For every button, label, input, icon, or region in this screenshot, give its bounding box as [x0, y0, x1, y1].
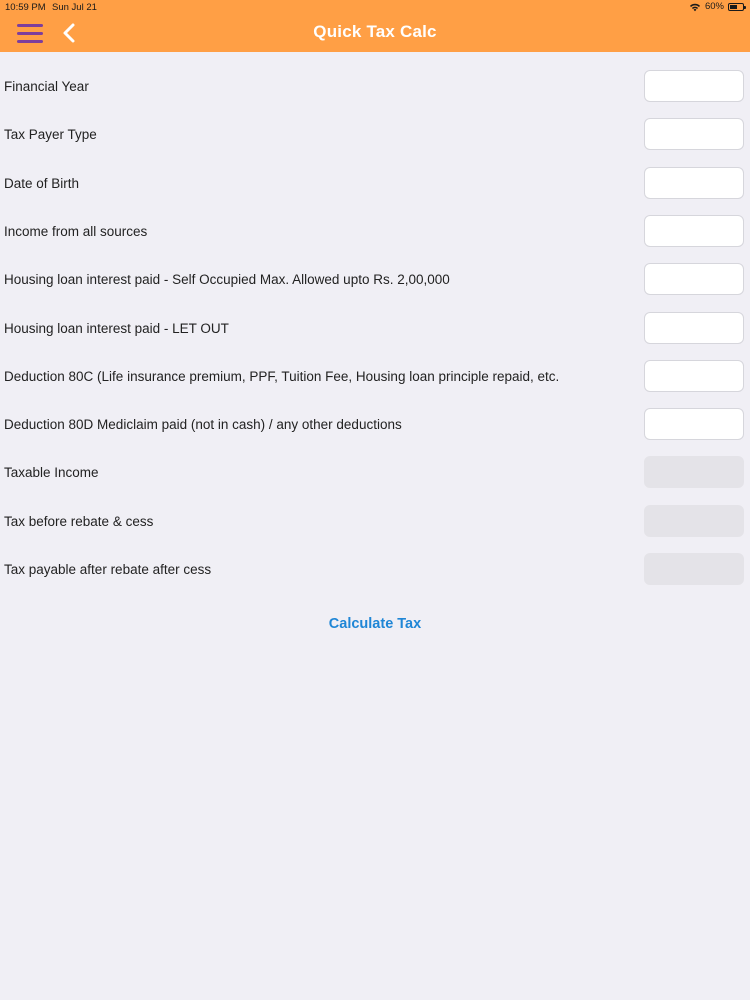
deduction-80d-input[interactable]	[644, 408, 744, 440]
label-tax-payer-type: Tax Payer Type	[4, 127, 97, 142]
label-deduction-80c: Deduction 80C (Life insurance premium, PPF, Tuition Fee, Housing loan principle repaid, etc.	[4, 369, 560, 384]
top-bar	[0, 0, 750, 52]
housing-let-out-input[interactable]	[644, 312, 744, 344]
date-of-birth-input[interactable]	[644, 167, 744, 199]
form-row-date-of-birth	[0, 167, 750, 203]
label-housing-let-out: Housing loan interest paid - LET OUT	[4, 321, 229, 336]
tax-payer-type-input[interactable]	[644, 118, 744, 150]
battery-fill	[730, 5, 737, 9]
label-tax-payable: Tax payable after rebate after cess	[4, 562, 212, 577]
status-date: Sun Jul 21	[52, 2, 97, 13]
label-tax-before-rebate: Tax before rebate & cess	[4, 514, 154, 529]
wifi-icon	[689, 2, 701, 12]
label-deduction-80d: Deduction 80D Mediclaim paid (not in cash) / any other deductions	[4, 417, 402, 432]
status-time: 10:59 PM	[5, 2, 46, 13]
label-taxable-income: Taxable Income	[4, 465, 99, 480]
form-row-deduction-80c	[0, 360, 750, 396]
battery-icon	[728, 3, 744, 11]
form-row-income	[0, 215, 750, 251]
taxable-income-output	[644, 456, 744, 488]
nav-bar	[0, 14, 750, 52]
calculate-tax-button[interactable]: Calculate Tax	[0, 616, 750, 632]
label-income: Income from all sources	[4, 224, 148, 239]
label-financial-year: Financial Year	[4, 79, 89, 94]
form-row-tax-payer-type	[0, 118, 750, 154]
form-row-housing-self-occupied	[0, 263, 750, 299]
label-housing-self-occupied: Housing loan interest paid - Self Occupied Max. Allowed upto Rs. 2,00,000	[4, 272, 450, 287]
label-date-of-birth: Date of Birth	[4, 176, 80, 191]
housing-self-occupied-input[interactable]	[644, 263, 744, 295]
form-row-financial-year	[0, 70, 750, 106]
deduction-80c-input[interactable]	[644, 360, 744, 392]
form-row-deduction-80d	[0, 408, 750, 444]
tax-payable-output	[644, 553, 744, 585]
tax-before-rebate-output	[644, 505, 744, 537]
battery-percent: 60%	[704, 1, 724, 12]
form-row-tax-payable	[0, 553, 750, 589]
financial-year-input[interactable]	[644, 70, 744, 102]
form-row-tax-before-rebate	[0, 505, 750, 541]
status-right	[689, 1, 744, 12]
page-title: Quick Tax Calc	[313, 22, 437, 41]
status-bar	[0, 0, 750, 14]
income-input[interactable]	[644, 215, 744, 247]
form-row-housing-let-out	[0, 312, 750, 348]
form-row-taxable-income	[0, 456, 750, 492]
